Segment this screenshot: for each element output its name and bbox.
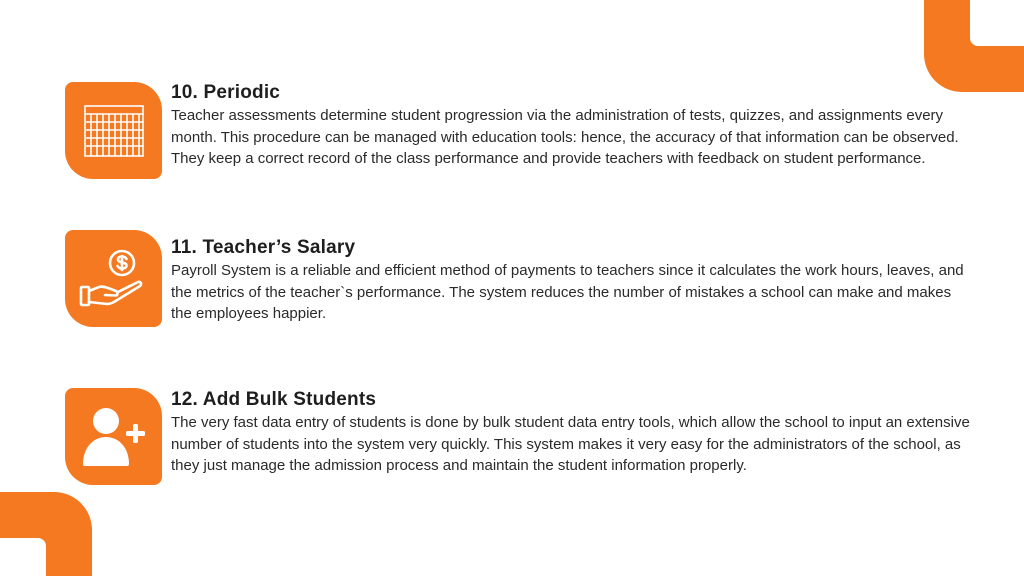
salary-icon-tile (65, 230, 162, 327)
corner-decoration-top-right-inner (970, 0, 1024, 46)
feature-description: Payroll System is a reliable and efficient method of payments to teachers since it calculates the work hours, leaves, and the metrics of the teacher`s performance. The system reduces the number of mistakes a school can make and makes the employees happier. (171, 262, 964, 322)
hand-dollar-icon (77, 249, 151, 309)
calendar-grid-icon (83, 104, 145, 158)
feature-title: 12. Add Bulk Students (171, 389, 377, 410)
add-user-icon (81, 406, 147, 468)
feature-item-add-bulk-students (171, 388, 971, 477)
feature-title: 11. Teacher’s Salary (171, 237, 356, 258)
feature-item-periodic (171, 81, 971, 170)
periodic-icon-tile (65, 82, 162, 179)
feature-title: 10. Periodic (171, 82, 281, 103)
add-students-icon-tile (65, 388, 162, 485)
feature-description: The very fast data entry of students is done by bulk student data entry tools, which allow the school to input an extensive number of students into the system very quickly. This system makes it very easy for the administrators of the school, as they just manage the admission process and maintain the student information properly. (171, 414, 970, 474)
feature-description: Teacher assessments determine student progression via the administration of tests, quizzes, and assignments every month. This procedure can be managed with education tools: hence, the accuracy of that information can be observed. They keep a correct record of the class performance and provide teachers with feedback on student performance. (171, 107, 959, 167)
corner-decoration-bottom-left-inner (0, 538, 46, 576)
feature-item-teacher-salary (171, 236, 971, 325)
